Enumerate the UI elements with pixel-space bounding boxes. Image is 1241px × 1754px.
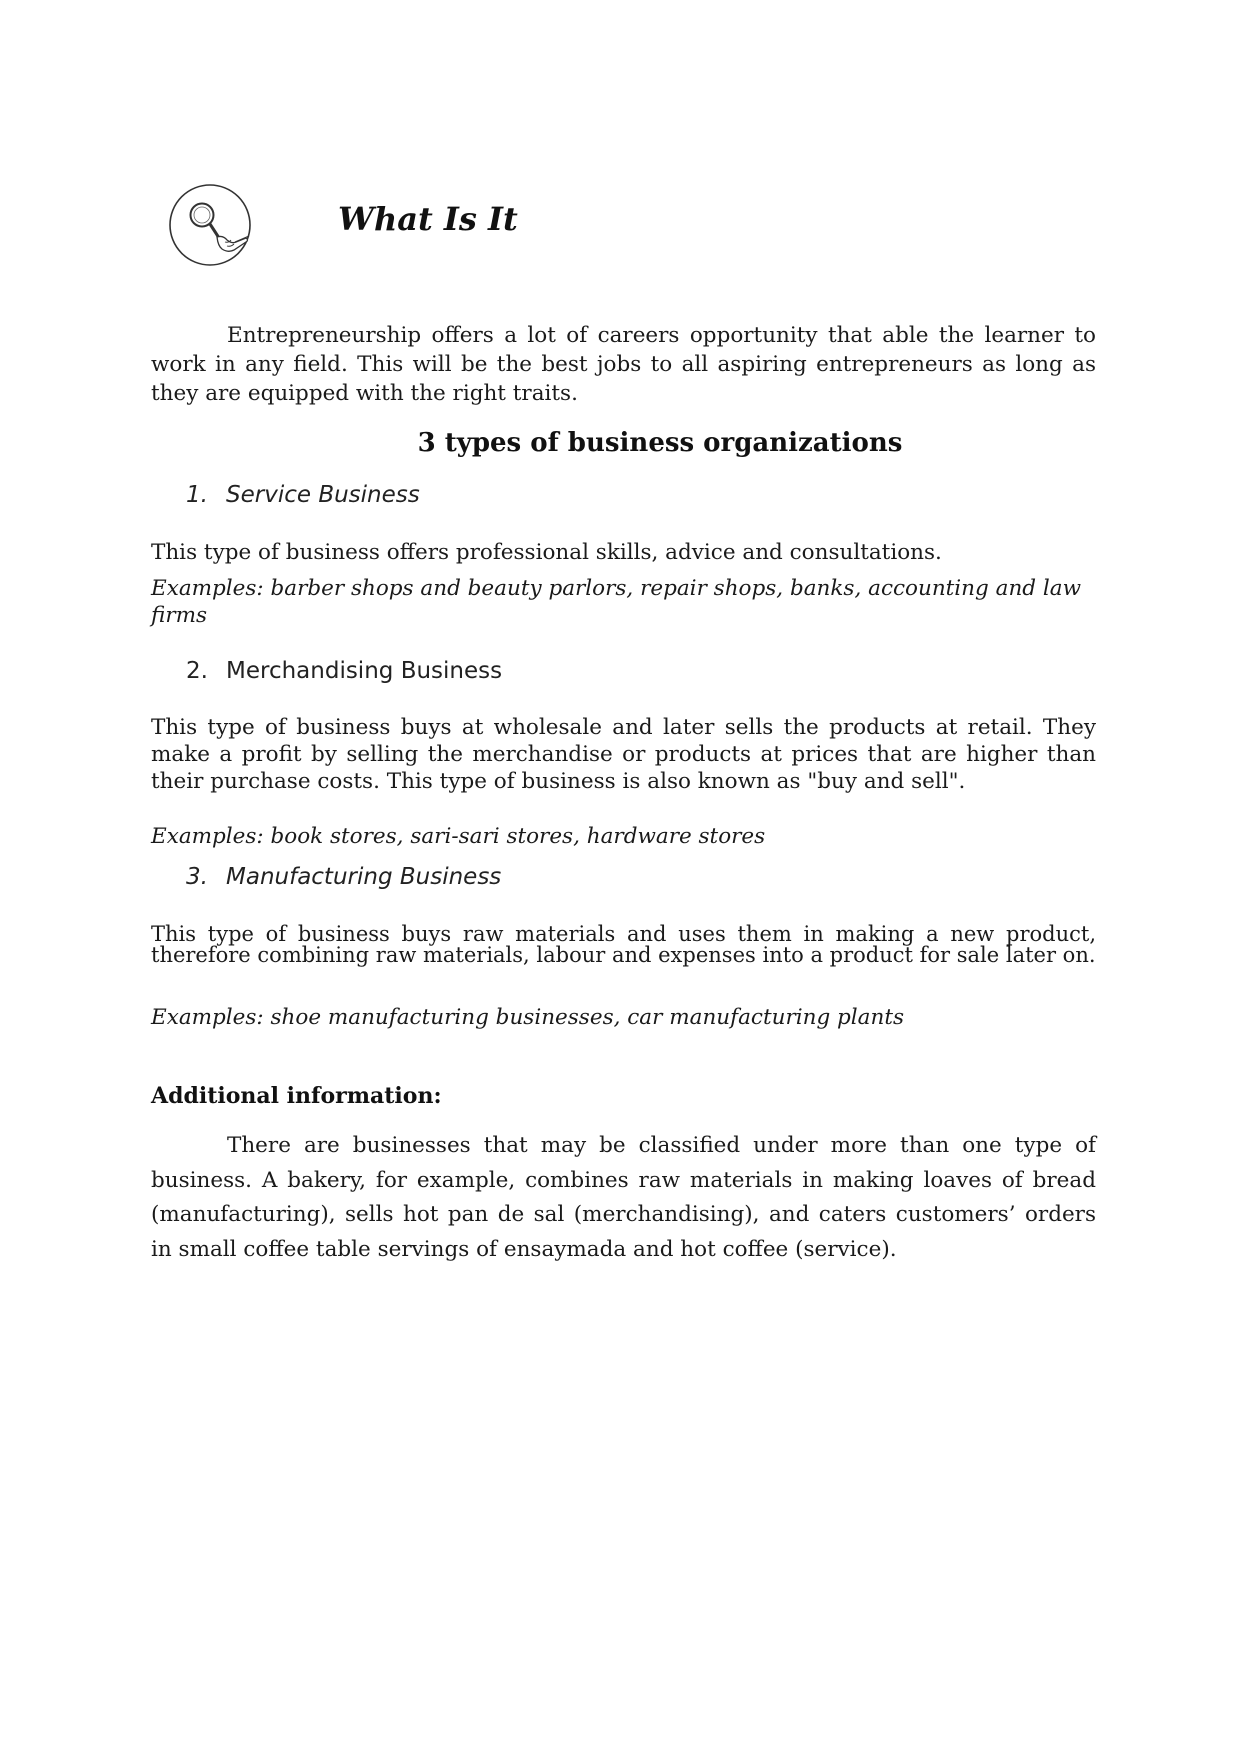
additional-info-heading: Additional information:: [151, 1083, 442, 1109]
list-item-service-business: [186, 482, 420, 508]
intro-paragraph: Entrepreneurship offers a lot of careers opportunity that able the learner to work in any field. This will be the best jobs to all aspiring entrepreneurs as long as they are equipped with the right traits.: [151, 323, 1096, 406]
list-item-merchandising-business: [186, 658, 502, 684]
list-item-title: Manufacturing Business: [226, 864, 502, 890]
list-item-manufacturing-business: [186, 864, 501, 890]
list-number: 1.: [186, 482, 208, 508]
service-description: This type of business offers professional skills, advice and consultations.: [151, 540, 942, 565]
manufacturing-description: This type of business buys raw materials and uses them in making a new product, therefore combining raw materials, labour and expenses into a product for sale later on.: [151, 922, 1096, 967]
merchandising-description: This type of business buys at wholesale and later sells the products at retail. They make a profit by selling the merchandise or products at prices that are higher than their purchase costs. This type of business is also known as "buy and sell".: [151, 715, 1096, 794]
additional-info-paragraph: There are businesses that may be classified under more than one type of business. A bakery, for example, combines raw materials in making loaves of bread (manufacturing), sells hot pan de sal (merchandising), and caters customers’ orders in small coffee table servings of ensaymada and hot coffee (service).: [151, 1133, 1096, 1262]
magnifying-glass-icon: [165, 184, 255, 266]
list-item-title: Merchandising Business: [226, 658, 503, 684]
section-title: What Is It: [338, 200, 518, 238]
merchandising-examples: Examples: book stores, sari-sari stores, hardware stores: [151, 824, 766, 849]
types-heading: 3 types of business organizations: [417, 428, 903, 458]
manufacturing-examples: Examples: shoe manufacturing businesses, car manufacturing plants: [151, 1005, 905, 1030]
service-examples: Examples: barber shops and beauty parlors, repair shops, banks, accounting and law firms: [151, 576, 1081, 628]
list-number: 2.: [186, 658, 208, 684]
list-item-title: Service Business: [226, 482, 420, 508]
list-number: 3.: [186, 864, 208, 890]
